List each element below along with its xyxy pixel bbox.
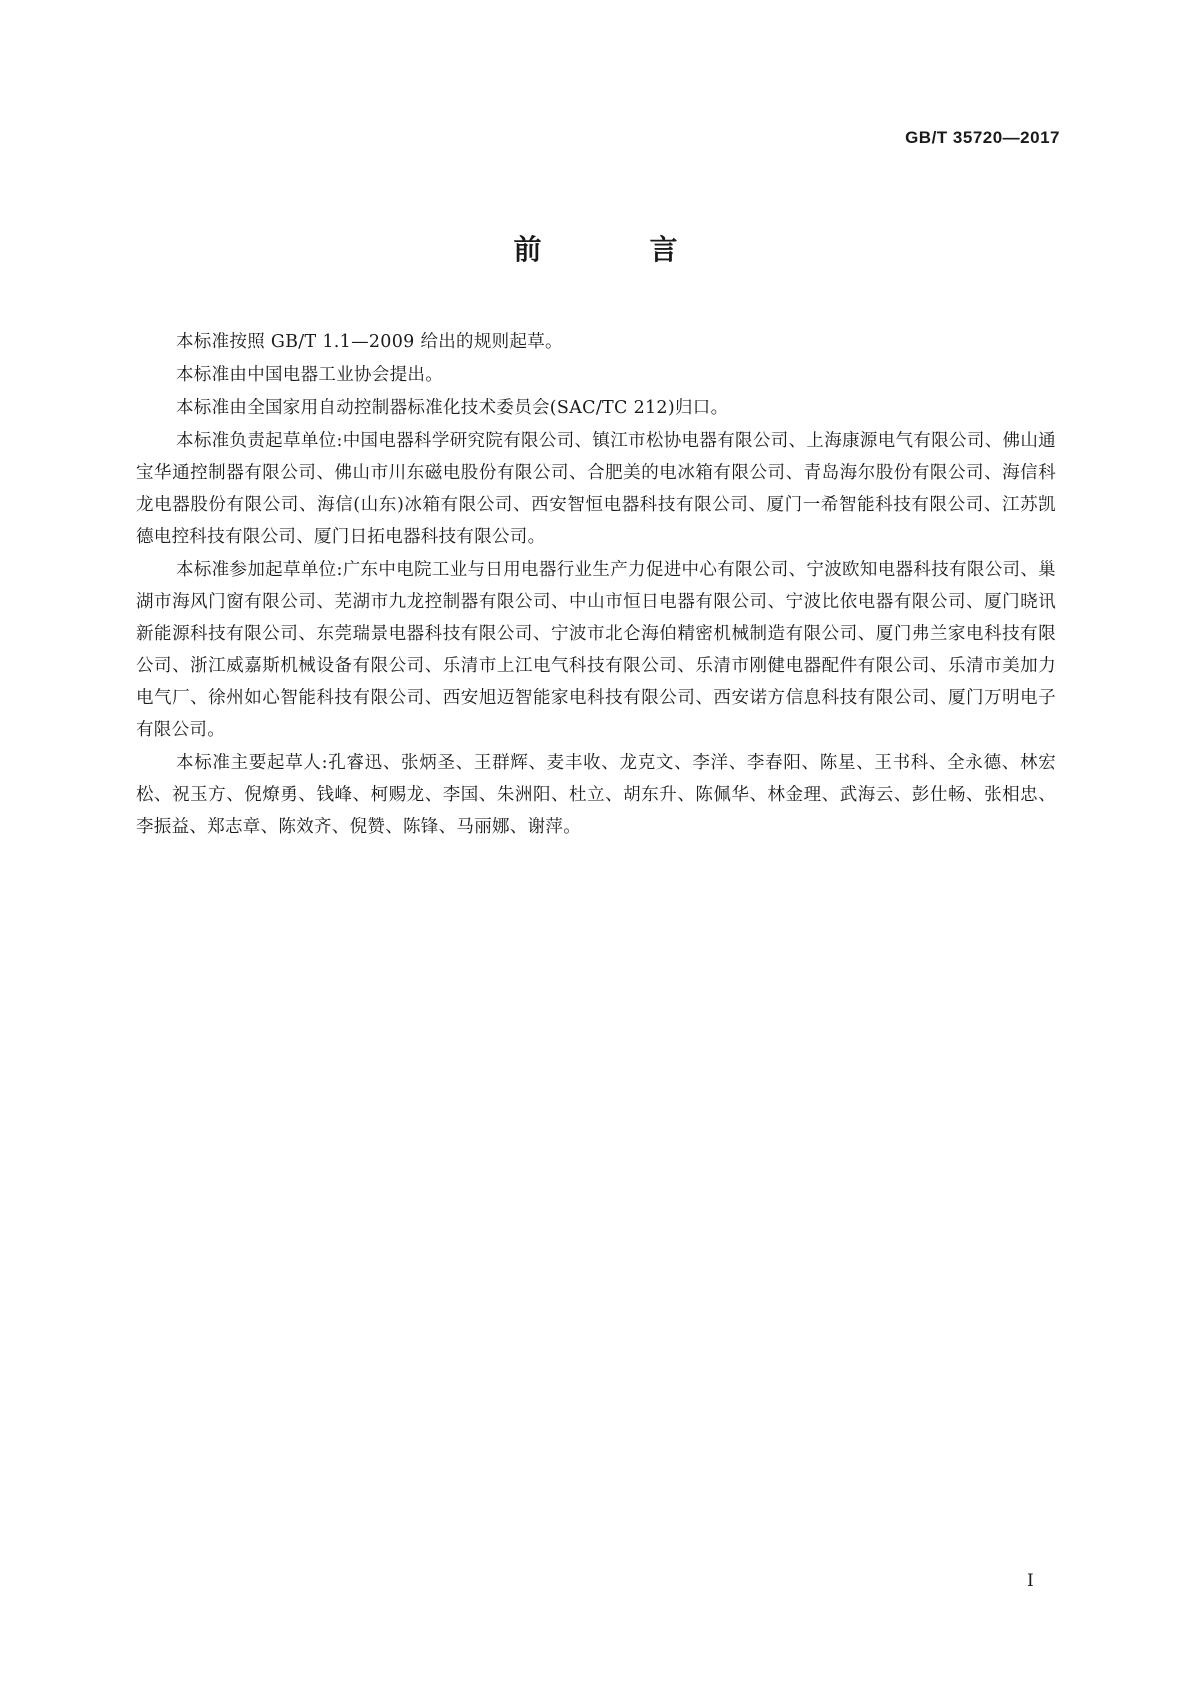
standard-code: GB/T 35720—2017 bbox=[905, 128, 1060, 147]
page-title: 前 言 bbox=[513, 233, 718, 266]
paragraph-proposer: 本标准由中国电器工业协会提出。 bbox=[176, 365, 443, 385]
paragraph-participating-drafters: 本标准参加起草单位:广东中电院工业与日用电器行业生产力促进中心有限公司、宁波欧知电器科技有限公司、巢湖市海风门窗有限公司、芜湖市九龙控制器有限公司、中山市恒日电器有限公司、宁波比依电器有限公司、厦门晓讯新能源科技有限公司、东莞瑞景电器科技有限公司、宁波市北仑海伯精密机械制造有限公司、厦门弗兰家电科技有限公司、浙江威嘉斯机械设备有限公司、乐清市上江电气科技有限公司、乐清市刚健电器配件有限公司、乐清市美加力电气厂、徐州如心智能科技有限公司、西安旭迈智能家电科技有限公司、西安诺方信息科技有限公司、厦门万明电子有限公司。 bbox=[136, 560, 1056, 740]
document-body bbox=[136, 326, 1056, 844]
paragraph-drafting-rules: 本标准按照 GB/T 1.1—2009 给出的规则起草。 bbox=[176, 332, 563, 352]
page-number: I bbox=[1027, 1571, 1034, 1591]
paragraph-responsible-drafters: 本标准负责起草单位:中国电器科学研究院有限公司、镇江市松协电器有限公司、上海康源电气有限公司、佛山通宝华通控制器有限公司、佛山市川东磁电股份有限公司、合肥美的电冰箱有限公司、青岛海尔股份有限公司、海信科龙电器股份有限公司、海信(山东)冰箱有限公司、西安智恒电器科技有限公司、厦门一希智能科技有限公司、江苏凯德电控科技有限公司、厦门日拓电器科技有限公司。 bbox=[136, 431, 1056, 547]
paragraph-main-drafters: 本标准主要起草人:孔睿迅、张炳圣、王群辉、麦丰收、龙克文、李洋、李春阳、陈星、王书科、全永德、林宏松、祝玉方、倪燎勇、钱峰、柯赐龙、李国、朱洲阳、杜立、胡东升、陈佩华、林金理、武海云、彭仕畅、张相忠、李振益、郑志章、陈效齐、倪赞、陈锋、马丽娜、谢萍。 bbox=[136, 753, 1056, 837]
paragraph-technical-committee: 本标准由全国家用自动控制器标准化技术委员会(SAC/TC 212)归口。 bbox=[176, 398, 729, 418]
